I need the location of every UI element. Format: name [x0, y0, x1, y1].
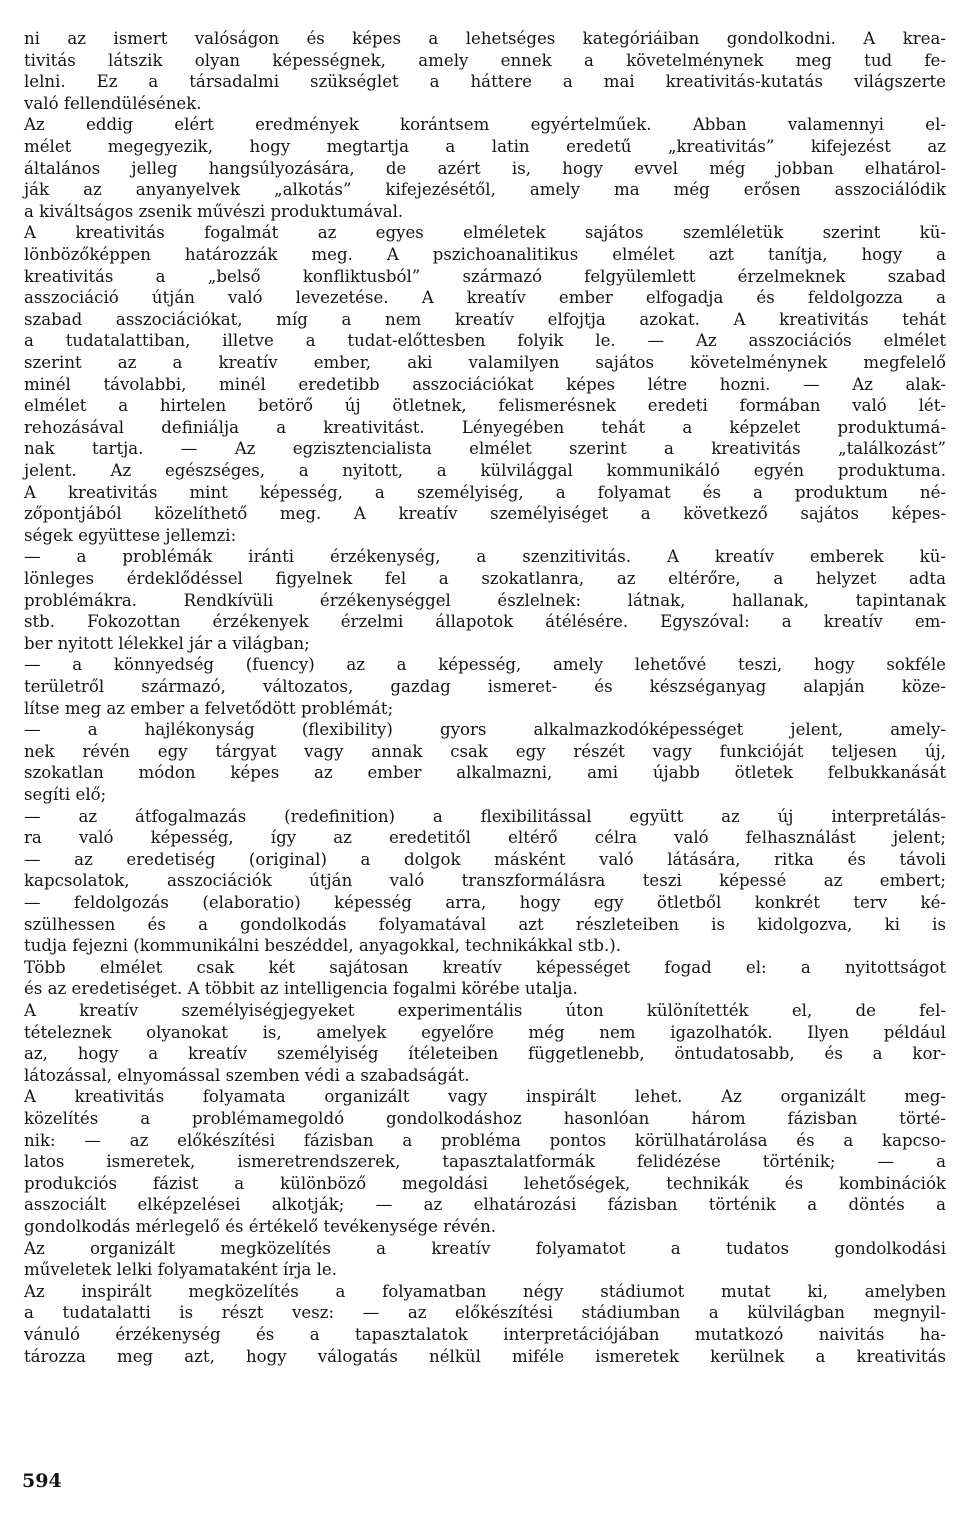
text-line: tudja fejezni (kommunikálni beszéddel, anyagokkal, technikákkal stb.).: [24, 936, 622, 956]
text-line: jelent. Az egészséges, a nyitott, a külvilággal kommunikáló egyén produktuma.: [24, 461, 946, 480]
text-line: való fellendülésének.: [24, 93, 202, 113]
text-line: zőpontjából közelíthető meg. A kreatív személyiséget a következő sajátos képes-: [24, 504, 946, 524]
text-line: latos ismeretek, ismeretrendszerek, tapasztalatformák felidézése történik; — a: [24, 1152, 946, 1172]
text-line: asszociált elképzelései alkotják; — az elhatározási fázisban történik a döntés a: [24, 1195, 946, 1215]
text-line: A kreativitás fogalmát az egyes elméletek sajátos szemléletük szerint kü-: [24, 223, 946, 243]
text-line: — feldolgozás (elaboratio) képesség arra, hogy egy ötletből konkrét terv ké-: [24, 893, 946, 912]
text-line: Több elmélet csak két sajátosan kreatív képességet fogad el: a nyitottságot: [24, 957, 946, 977]
text-line: és az eredetiséget. A többit az intelligencia fogalmi körébe utalja.: [24, 979, 578, 999]
text-line: ra való képesség, így az eredetitől eltérő célra való felhasználást jelent;: [24, 828, 946, 848]
text-line: elmélet a hirtelen betörő új ötletnek, felismerésnek eredeti formában való lét-: [24, 396, 946, 416]
text-line: stb. Fokozottan érzékenyek érzelmi állapotok átélésére. Egyszóval: a kreatív em-: [24, 612, 946, 632]
text-line: ber nyitott lélekkel jár a világban;: [24, 633, 310, 653]
text-line: tételeznek olyanokat is, amelyek egyelőre még nem igazolhatók. Ilyen például: [24, 1022, 946, 1042]
text-line: problémákra. Rendkívüli érzékenységgel észlelnek: látnak, hallanak, tapintanak: [24, 590, 946, 610]
text-line: Az inspirált megközelítés a folyamatban négy stádiumot mutat ki, amelyben: [24, 1281, 946, 1301]
text-line: tározza meg azt, hogy válogatás nélkül miféle ismeretek kerülnek a kreativitás: [24, 1346, 946, 1366]
text-line: kreativitás a „belső konfliktusból” származó felgyülemlett érzelmeknek szabad: [24, 266, 946, 286]
text-line: nek révén egy tárgyat vagy annak csak egy részét vagy funkcióját teljesen új,: [24, 741, 946, 761]
text-line: rehozásával definiálja a kreativitást. Lényegében tehát a képzelet produktumá-: [24, 417, 946, 437]
text-line: minél távolabbi, minél eredetibb asszociációkat képes létre hozni. — Az alak-: [24, 374, 946, 394]
text-line: a tudatalattiban, illetve a tudat-előttesben folyik le. — Az asszociációs elmélet: [24, 331, 946, 351]
text-line: lönbözőképpen határozzák meg. A pszichoanalitikus elmélet azt tanítja, hogy a: [24, 245, 946, 264]
text-line: gondolkodás mérlegelő és értékelő tevékenysége révén.: [24, 1217, 497, 1236]
text-line: a tudatalatti is részt vesz: — az előkészítési stádiumban a külvilágban megnyil-: [24, 1303, 946, 1323]
text-line: az, hogy a kreatív személyiség ítéleteiben függetlenebb, öntudatosabb, és a kor-: [24, 1044, 946, 1064]
text-line: ségek együttese jellemzi:: [24, 525, 237, 545]
text-line: asszociáció útján való levezetése. A kreatív ember elfogadja és feldolgozza a: [24, 288, 946, 308]
text-line: — a problémák iránti érzékenység, a szenzitivitás. A kreatív emberek kü-: [24, 547, 946, 567]
text-line: látozással, elnyomással szemben védi a szabadságát.: [24, 1065, 470, 1085]
text-line: — az átfogalmazás (redefinition) a flexibilitással együtt az új interpretálás-: [24, 806, 946, 826]
text-line: nak tartja. — Az egzisztencialista elmélet szerint a kreativitás „találkozást”: [24, 439, 946, 459]
text-line: produkciós fázist a különböző megoldási lehetőségek, technikák és kombinációk: [24, 1173, 946, 1193]
text-line: A kreativitás folyamata organizált vagy inspirált lehet. Az organizált meg-: [24, 1087, 946, 1107]
text-line: közelítés a problémamegoldó gondolkodáshoz hasonlóan három fázisban törté-: [24, 1109, 946, 1128]
text-line: mélet megegyezik, hogy megtartja a latin eredetű „kreativitás” kifejezést az: [24, 137, 946, 156]
text-line: A kreatív személyiségjegyeket experimentális úton különítették el, de fel-: [24, 1001, 946, 1020]
text-line: — az eredetiség (original) a dolgok másként való látására, ritka és távoli: [24, 849, 946, 869]
text-line: műveletek lelki folyamataként írja le.: [24, 1260, 337, 1280]
text-line: A kreativitás mint képesség, a személyiség, a folyamat és a produktum né-: [24, 482, 946, 502]
text-line: általános jelleg hangsúlyozására, de azért is, hogy evvel még jobban elhatárol-: [24, 158, 946, 178]
text-line: szokatlan módon képes az ember alkalmazni, ami újabb ötletek felbukkanását: [24, 763, 946, 783]
text-line: kapcsolatok, asszociációk útján való transzformálásra teszi képessé az embert;: [24, 871, 946, 891]
page-number: 594: [22, 1470, 62, 1492]
text-line: területről származó, változatos, gazdag ismeret- és készséganyag alapján köze-: [24, 677, 946, 696]
text-line: lítse meg az ember a felvetődött problémát;: [24, 698, 394, 718]
text-line: szülhessen és a gondolkodás folyamatával azt részleteiben is kidolgozva, ki is: [24, 914, 946, 934]
text-line: segíti elő;: [24, 785, 107, 804]
text-line: ják az anyanyelvek „alkotás” kifejezésétől, amely ma még erősen asszociálódik: [24, 180, 946, 200]
text-line: ni az ismert valóságon és képes a lehetséges kategóriáiban gondolkodni. A krea-: [24, 29, 946, 48]
text-line: tivitás látszik olyan képességnek, amely ennek a követelménynek meg tud fe-: [24, 50, 946, 70]
text-line: a kiváltságos zsenik művészi produktumával.: [24, 201, 404, 221]
text-line: — a hajlékonyság (flexibility) gyors alkalmazkodóképességet jelent, amely-: [24, 720, 946, 740]
text-line: szerint az a kreatív ember, aki valamilyen sajátos követelménynek megfelelő: [24, 353, 946, 372]
text-line: nik: — az előkészítési fázisban a probléma pontos körülhatárolása és a kapcso-: [24, 1130, 946, 1150]
text-line: Az eddig elért eredmények korántsem egyértelműek. Abban valamennyi el-: [24, 115, 946, 135]
text-line: vánuló érzékenység és a tapasztalatok interpretációjában mutatkozó naivitás ha-: [24, 1325, 946, 1344]
text-line: Az organizált megközelítés a kreatív folyamatot a tudatos gondolkodási: [24, 1238, 946, 1258]
text-line: lelni. Ez a társadalmi szükséglet a háttere a mai kreativitás-kutatás világszerte: [24, 72, 946, 92]
text-line: lönleges érdeklődéssel figyelnek fel a szokatlanra, az eltérőre, a helyzet adta: [24, 569, 946, 588]
text-line: — a könnyedség (fuency) az a képesség, amely lehetővé teszi, hogy sokféle: [24, 655, 946, 675]
text-line: szabad asszociációkat, míg a nem kreatív elfojtja azokat. A kreativitás tehát: [24, 309, 946, 329]
